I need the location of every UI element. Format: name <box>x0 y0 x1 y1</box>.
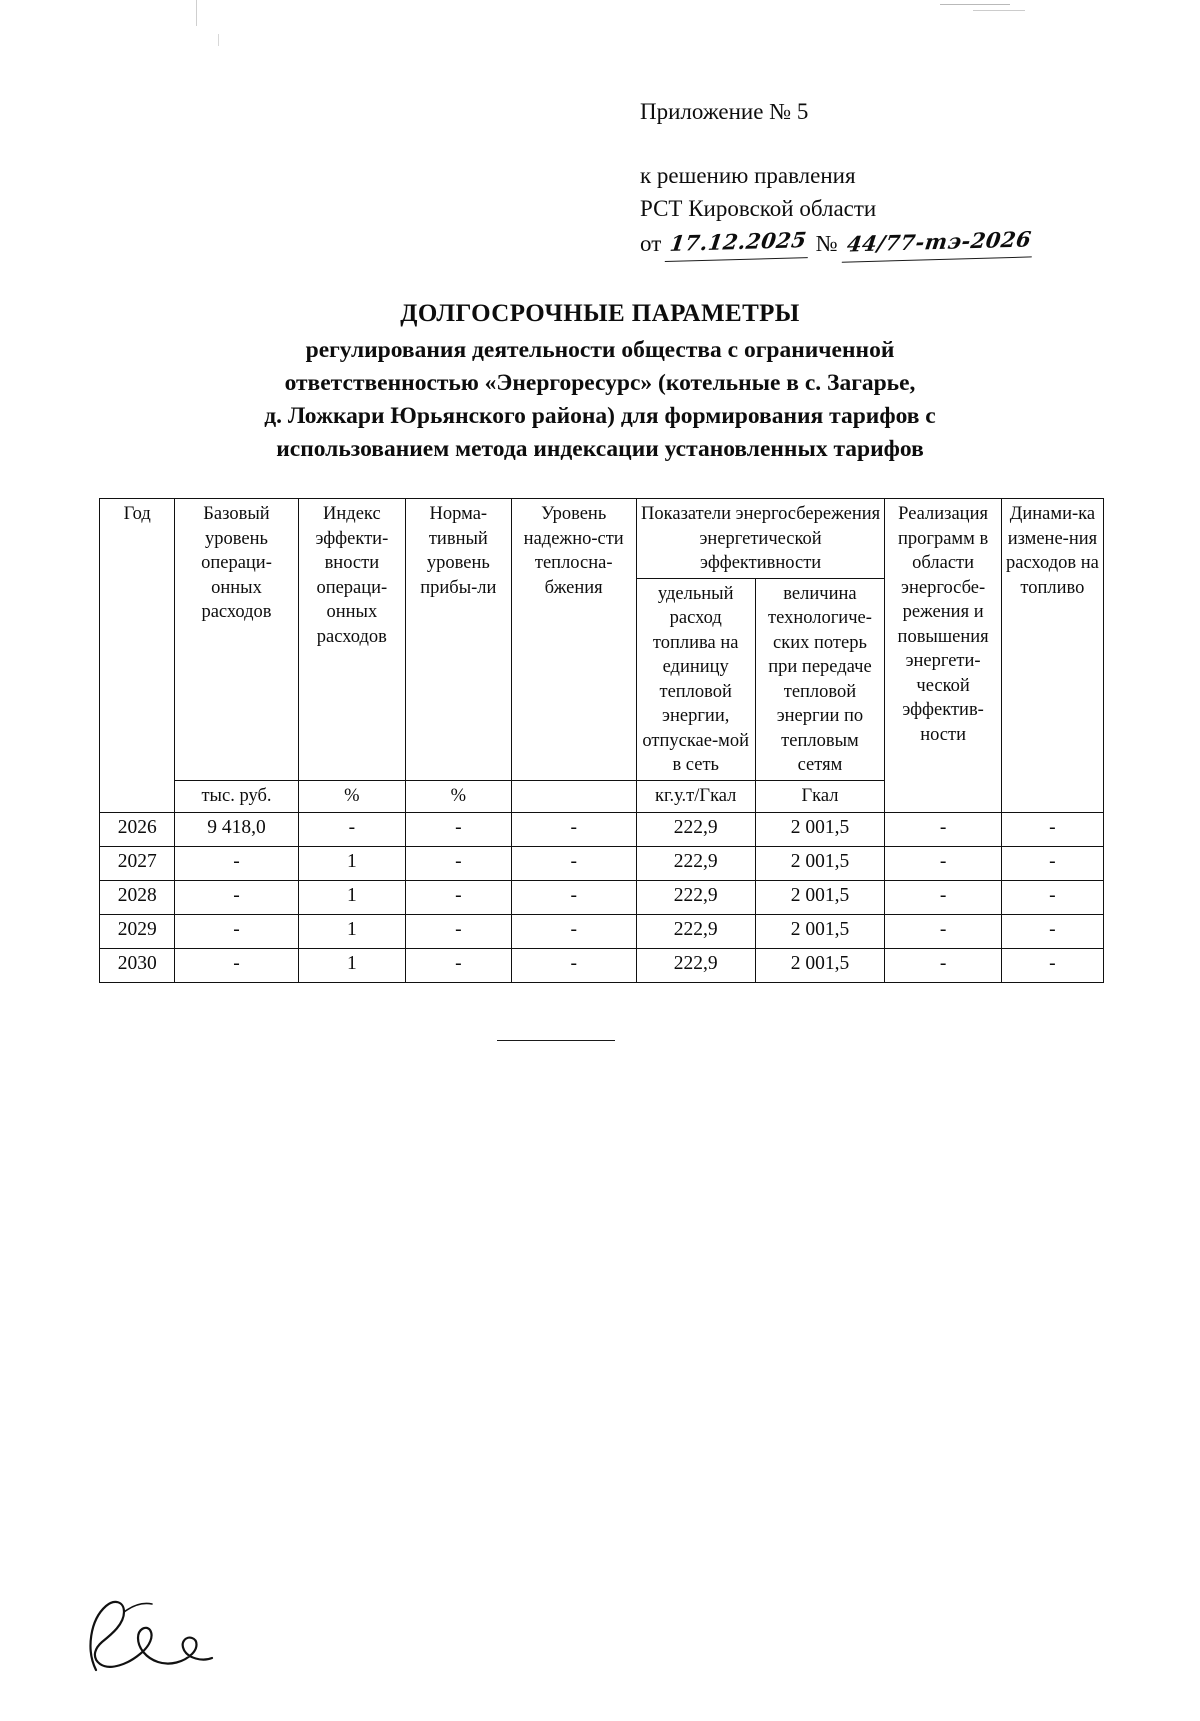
cell-profit-norm: - <box>406 948 511 982</box>
unit-base-level: тыс. руб. <box>175 780 298 812</box>
cell-base-level: - <box>175 948 298 982</box>
scan-artifact-secondary <box>973 10 1025 11</box>
signature-mark <box>80 1592 230 1682</box>
from-label: от <box>640 231 662 256</box>
cell-year: 2028 <box>100 880 175 914</box>
cell-base-level: - <box>175 846 298 880</box>
cell-losses: 2 001,5 <box>755 914 885 948</box>
cell-specific-fuel: 222,9 <box>636 914 755 948</box>
unit-profit-norm: % <box>406 780 511 812</box>
table-row <box>100 846 1104 880</box>
parameters-table <box>99 498 1104 983</box>
scan-edge-tick <box>196 0 197 26</box>
parameters-table-body <box>100 812 1104 982</box>
scan-artifact <box>940 4 1010 5</box>
cell-year: 2026 <box>100 812 175 846</box>
th-efficiency-index: Индекс эффекти-вности операци-онных расходов <box>298 499 406 781</box>
cell-losses: 2 001,5 <box>755 846 885 880</box>
cell-programs: - <box>885 948 1001 982</box>
cell-fuel-cost-dynamics: - <box>1001 880 1103 914</box>
th-energy-efficiency-group: Показатели энергосбережения энергетической эффективности <box>636 499 885 579</box>
th-programs: Реализация программ в области энергосбе-режения и повышения энергети-ческой эффектив-ности <box>885 499 1001 813</box>
cell-efficiency-index: 1 <box>298 880 406 914</box>
th-profit-norm: Норма-тивный уровень прибы-ли <box>406 499 511 781</box>
cell-base-level: - <box>175 914 298 948</box>
parameters-table-wrapper <box>99 498 1104 983</box>
table-row <box>100 880 1104 914</box>
cell-profit-norm: - <box>406 846 511 880</box>
th-base-level: Базовый уровень операци-онных расходов <box>175 499 298 781</box>
th-fuel-cost-dynamics: Динами-ка измене-ния расходов на топливо <box>1001 499 1103 813</box>
th-losses: величина технологиче-ских потерь при передаче тепловой энергии по тепловым сетям <box>755 578 885 780</box>
cell-fuel-cost-dynamics: - <box>1001 914 1103 948</box>
cell-programs: - <box>885 846 1001 880</box>
cell-reliability: - <box>511 948 636 982</box>
cell-specific-fuel: 222,9 <box>636 948 755 982</box>
cell-year: 2029 <box>100 914 175 948</box>
cell-specific-fuel: 222,9 <box>636 880 755 914</box>
number-label: № <box>815 231 838 256</box>
table-row <box>100 914 1104 948</box>
cell-efficiency-index: 1 <box>298 948 406 982</box>
cell-base-level: - <box>175 880 298 914</box>
cell-losses: 2 001,5 <box>755 880 885 914</box>
cell-efficiency-index: 1 <box>298 914 406 948</box>
subtitle-line-1: регулирования деятельности общества с ограниченной <box>305 337 895 363</box>
title-subtitle <box>0 334 1200 466</box>
table-row <box>100 812 1104 846</box>
subtitle-line-2: ответственностью «Энергоресурс» (котельные в с. Загарье, <box>284 370 916 396</box>
cell-programs: - <box>885 880 1001 914</box>
cell-year: 2027 <box>100 846 175 880</box>
decision-date-number-line <box>640 225 1034 260</box>
cell-reliability: - <box>511 846 636 880</box>
scan-edge-tick-secondary <box>218 34 219 46</box>
unit-efficiency-index: % <box>298 780 406 812</box>
unit-specific-fuel: кг.у.т/Гкал <box>636 780 755 812</box>
appendix-number: Приложение № 5 <box>640 99 809 124</box>
cell-specific-fuel: 222,9 <box>636 812 755 846</box>
cell-losses: 2 001,5 <box>755 812 885 846</box>
cell-profit-norm: - <box>406 914 511 948</box>
page-title: ДОЛГОСРОЧНЫЕ ПАРАМЕТРЫ <box>400 300 800 327</box>
table-header-row-main <box>100 499 1104 579</box>
handwritten-number: 44/77-тэ-2026 <box>841 222 1036 262</box>
table-row <box>100 948 1104 982</box>
cell-efficiency-index: - <box>298 812 406 846</box>
cell-losses: 2 001,5 <box>755 948 885 982</box>
cell-reliability: - <box>511 812 636 846</box>
document-title-block <box>0 300 1200 466</box>
subtitle-line-4: использованием метода индексации установленных тарифов <box>276 436 924 462</box>
cell-fuel-cost-dynamics: - <box>1001 948 1103 982</box>
th-year: Год <box>100 499 175 813</box>
cell-year: 2030 <box>100 948 175 982</box>
unit-reliability <box>511 780 636 812</box>
cell-profit-norm: - <box>406 812 511 846</box>
cell-profit-norm: - <box>406 880 511 914</box>
th-specific-fuel: удельный расход топлива на единицу тепловой энергии, отпускае-мой в сеть <box>636 578 755 780</box>
cell-efficiency-index: 1 <box>298 846 406 880</box>
cell-base-level: 9 418,0 <box>175 812 298 846</box>
cell-programs: - <box>885 914 1001 948</box>
cell-reliability: - <box>511 880 636 914</box>
th-reliability: Уровень надежно-сти теплосна-бжения <box>511 499 636 781</box>
cell-fuel-cost-dynamics: - <box>1001 812 1103 846</box>
cell-specific-fuel: 222,9 <box>636 846 755 880</box>
cell-fuel-cost-dynamics: - <box>1001 846 1103 880</box>
section-divider <box>497 1040 615 1041</box>
unit-losses: Гкал <box>755 780 885 812</box>
cell-programs: - <box>885 812 1001 846</box>
decision-line-1: к решению правления <box>640 163 856 188</box>
subtitle-line-3: д. Ложкари Юрьянского района) для формирования тарифов с <box>264 403 936 429</box>
decision-line-2: РСТ Кировской области <box>640 196 877 221</box>
decision-reference <box>640 159 1034 260</box>
cell-reliability: - <box>511 914 636 948</box>
handwritten-date: 17.12.2025 <box>665 223 812 262</box>
document-header <box>640 95 1034 260</box>
